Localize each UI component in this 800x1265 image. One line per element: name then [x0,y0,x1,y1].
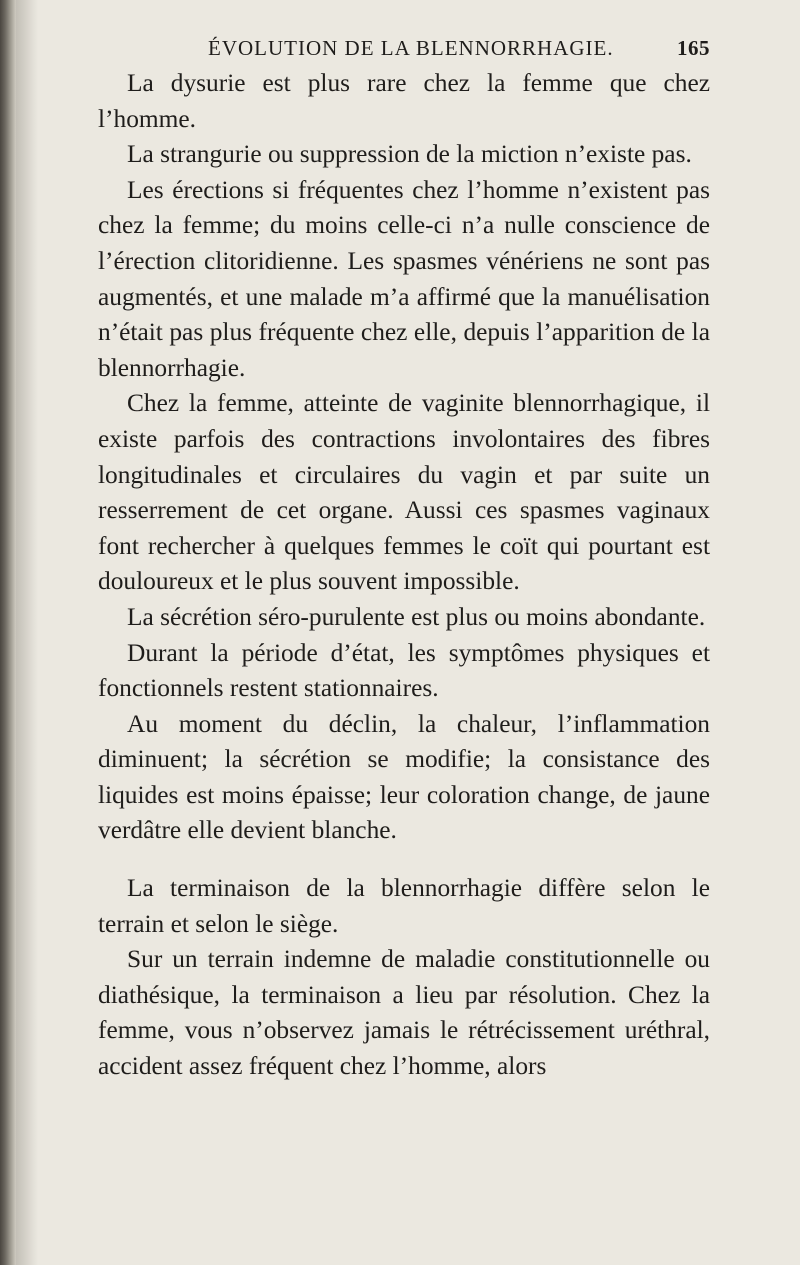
paragraph-vaginite: Chez la femme, atteinte de vaginite blennorrhagique, il existe parfois des contractions involontaires des fibres longitudinales et circulaires du vagin et par suite un resserrement de cet organe. Aussi ces spasmes vaginaux font rechercher à quelques femmes le coït qui pourtant est douloureux et le plus souvent impossible. [98,389,710,596]
paragraph-strangurie: La strangurie ou suppression de la miction n’existe pas. [127,140,692,169]
paragraph-secretion: La sécrétion séro-purulente est plus ou moins abondante. [127,602,706,631]
body-text [98,66,710,1085]
paragraph-dysurie: La dysurie est plus rare chez la femme que chez l’homme. [98,69,710,133]
paragraph-erections: Les érections si fréquentes chez l’homme n’existent pas chez la femme; du moins celle-ci n’a nulle conscience de l’érection clitoridienne. Les spasmes vénériens ne sont pas augmentés, et une malade m’a affirmé que la manuélisation n’était pas plus fréquente chez elle, depuis l’apparition de la blennorrhagie. [98,175,710,382]
running-title: ÉVOLUTION DE LA BLENNORRHAGIE. [208,36,614,60]
book-gutter [0,0,16,1265]
page-number: 165 [677,36,710,60]
paragraph-periode-etat: Durant la période d’état, les symptômes physiques et fonctionnels restent stationnaires. [98,638,710,703]
paragraph-terminaison: La terminaison de la blennorrhagie diffère selon le terrain et selon le siège. [98,874,710,938]
paragraph-terrain: Sur un terrain indemne de maladie constitutionnelle ou diathésique, la terminaison a lieu par résolution. Chez la femme, vous n’observez jamais le rétrécissement uréthral, accident assez fréquent chez l’homme, alors [98,945,710,1081]
gutter-shadow [16,0,38,1265]
running-header [98,36,710,66]
book-page [98,36,710,1085]
paragraph-declin: Au moment du déclin, la chaleur, l’inflammation diminuent; la sécrétion se modifie; la consistance des liquides est moins épaisse; leur coloration change, de jaune verdâtre elle devient blanche. [98,709,710,845]
